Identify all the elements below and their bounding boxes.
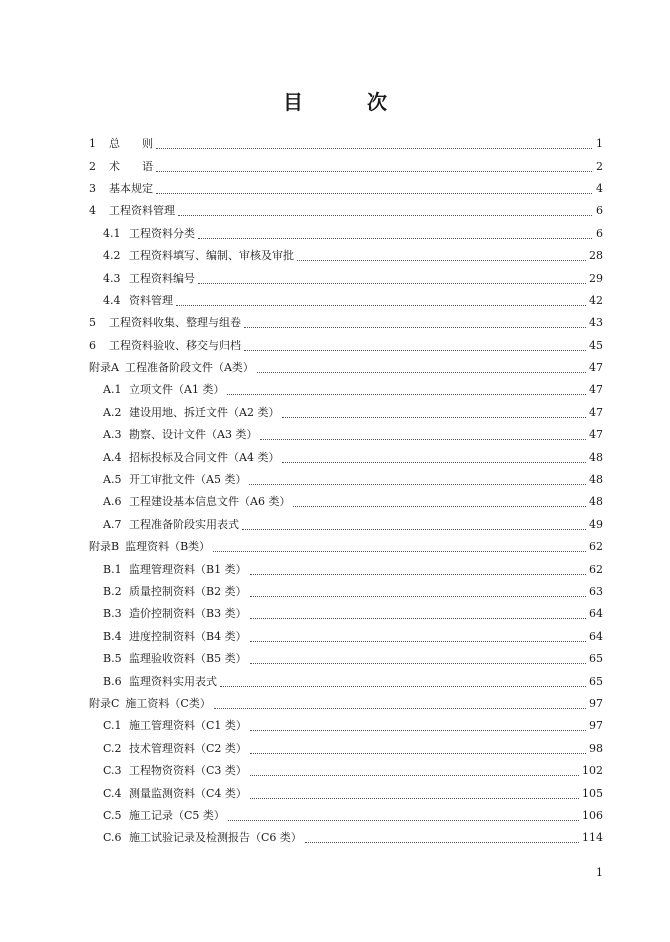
- toc-entry-page: 62: [589, 562, 603, 576]
- toc-entry[interactable]: [89, 514, 603, 536]
- dot-leader: [282, 416, 586, 418]
- toc-entry-number: C.1: [103, 719, 122, 733]
- toc-entry-number: C.6: [103, 831, 122, 845]
- toc-entry-label: 工程资料填写、编制、审核及审批: [129, 249, 294, 263]
- toc-entry-page: 47: [589, 361, 603, 375]
- dot-leader: [249, 483, 586, 485]
- toc-entry[interactable]: [89, 626, 603, 648]
- toc-entry[interactable]: [89, 133, 603, 155]
- dot-leader: [156, 147, 592, 149]
- toc-entry-label: 术 语: [109, 159, 153, 173]
- toc-entry-page: 29: [589, 271, 603, 285]
- toc-entry[interactable]: [89, 760, 603, 782]
- toc-entry-number: C.4: [103, 786, 122, 800]
- toc-entry-label: 监理管理资料（B1 类）: [129, 562, 247, 576]
- toc-entry-label: 立项文件（A1 类）: [129, 383, 225, 397]
- dot-leader: [250, 595, 586, 597]
- toc-entry[interactable]: [89, 200, 603, 222]
- dot-leader: [250, 797, 579, 799]
- toc-entry[interactable]: [89, 670, 603, 692]
- toc-entry-page: 65: [589, 674, 603, 688]
- toc-entry[interactable]: [89, 603, 603, 625]
- dot-leader: [250, 573, 586, 575]
- toc-entry-page: 64: [589, 629, 603, 643]
- toc-entry-number: 2: [89, 159, 96, 173]
- toc-entry-page: 4: [596, 181, 603, 195]
- dot-leader: [257, 371, 586, 373]
- toc-entry-page: 105: [582, 786, 603, 800]
- toc-entry-label: 工程资料分类: [129, 226, 195, 240]
- dot-leader: [250, 662, 586, 664]
- toc-entry-page: 6: [596, 226, 603, 240]
- toc-entry-label: 开工审批文件（A5 类）: [129, 473, 247, 487]
- dot-leader: [227, 393, 586, 395]
- toc-entry[interactable]: [89, 782, 603, 804]
- toc-entry-page: 65: [589, 652, 603, 666]
- toc-entry-page: 106: [582, 808, 603, 822]
- toc-entry-label: 工程资料验收、移交与归档: [109, 338, 241, 352]
- toc-entry-label: 施工试验记录及检测报告（C6 类）: [129, 831, 302, 845]
- dot-leader: [297, 259, 586, 261]
- toc-entry-number: 4.3: [103, 271, 121, 285]
- dot-leader: [220, 685, 586, 687]
- toc-entry-number: 4.1: [103, 226, 121, 240]
- dot-leader: [250, 729, 586, 731]
- toc-entry-label: 质量控制资料（B2 类）: [129, 585, 247, 598]
- toc-entry[interactable]: [89, 245, 603, 267]
- toc-entry-number: 附录A: [89, 361, 119, 375]
- toc-entry[interactable]: [89, 424, 603, 446]
- toc-entry[interactable]: [89, 357, 603, 379]
- toc-entry-label: 建设用地、拆迁文件（A2 类）: [129, 405, 280, 419]
- toc-entry-label: 监理资料（B类）: [125, 540, 211, 554]
- toc-entry-label: 造价控制资料（B3 类）: [129, 607, 247, 621]
- toc-entry-page: 47: [589, 383, 603, 397]
- toc-entry-page: 62: [589, 540, 603, 554]
- table-of-contents: [89, 133, 603, 850]
- toc-entry-label: 进度控制资料（B4 类）: [129, 629, 247, 643]
- dot-leader: [198, 282, 586, 284]
- toc-entry[interactable]: [89, 335, 603, 357]
- toc-entry-label: 工程资料收集、整理与组卷: [109, 316, 241, 330]
- toc-entry-number: A.7: [103, 517, 122, 531]
- toc-entry-label: 技术管理资料（C2 类）: [129, 741, 247, 755]
- toc-entry-page: 98: [589, 741, 603, 755]
- toc-entry-number: 5: [89, 316, 96, 330]
- toc-entry[interactable]: [89, 290, 603, 312]
- toc-entry[interactable]: [89, 267, 603, 289]
- dot-leader: [176, 304, 586, 306]
- toc-entry-number: B.2: [103, 585, 122, 598]
- dot-leader: [156, 170, 592, 172]
- toc-entry-number: C.3: [103, 764, 122, 778]
- toc-entry-label: 资料管理: [129, 293, 173, 307]
- toc-entry-label: 基本规定: [109, 181, 153, 195]
- toc-entry[interactable]: [89, 402, 603, 424]
- dot-leader: [244, 349, 586, 351]
- toc-entry-label: 勘察、设计文件（A3 类）: [129, 428, 258, 442]
- toc-entry-page: 2: [596, 159, 603, 173]
- toc-entry[interactable]: [89, 693, 603, 715]
- dot-leader: [178, 214, 592, 216]
- dot-leader: [293, 505, 586, 507]
- toc-title: 目 次: [283, 90, 409, 114]
- toc-entry[interactable]: [89, 827, 603, 849]
- toc-entry[interactable]: [89, 379, 603, 401]
- toc-entry-page: 64: [589, 607, 603, 621]
- toc-entry-number: B.4: [103, 629, 122, 643]
- toc-entry-number: A.1: [103, 383, 122, 397]
- toc-entry[interactable]: [89, 558, 603, 580]
- toc-entry-page: 1: [596, 137, 603, 151]
- toc-entry[interactable]: [89, 469, 603, 491]
- dot-leader: [250, 640, 586, 642]
- toc-entry[interactable]: [89, 581, 603, 603]
- toc-entry-number: 3: [89, 181, 96, 195]
- toc-entry-number: A.2: [103, 405, 122, 419]
- toc-entry[interactable]: [89, 648, 603, 670]
- toc-entry-page: 47: [589, 428, 603, 442]
- toc-entry-number: A.6: [103, 495, 122, 509]
- toc-entry-page: 48: [589, 495, 603, 509]
- toc-entry-page: 48: [589, 450, 603, 464]
- page-number: 1: [596, 866, 603, 879]
- toc-entry-number: C.2: [103, 741, 122, 755]
- toc-entry-label: 工程资料管理: [109, 204, 175, 218]
- toc-entry-page: 6: [596, 204, 603, 218]
- dot-leader: [250, 617, 586, 619]
- toc-entry[interactable]: [89, 536, 603, 558]
- toc-entry-label: 施工记录（C5 类）: [129, 808, 225, 822]
- toc-entry-label: 测量监测资料（C4 类）: [129, 786, 247, 800]
- toc-entry[interactable]: [89, 312, 603, 334]
- toc-entry-page: 28: [589, 249, 603, 263]
- dot-leader: [250, 774, 579, 776]
- toc-entry-number: B.1: [103, 562, 122, 576]
- dot-leader: [198, 237, 592, 239]
- toc-entry-page: 49: [589, 517, 603, 531]
- toc-entry-label: 总 则: [109, 137, 153, 151]
- toc-entry-page: 63: [589, 585, 603, 598]
- toc-entry-label: 工程物资资料（C3 类）: [129, 764, 247, 778]
- toc-entry-number: A.4: [103, 450, 122, 464]
- dot-leader: [214, 707, 586, 709]
- dot-leader: [228, 819, 579, 821]
- toc-entry-number: B.5: [103, 652, 122, 666]
- toc-entry-number: A.5: [103, 473, 122, 487]
- toc-entry[interactable]: [89, 178, 603, 200]
- dot-leader: [305, 841, 579, 843]
- toc-entry-page: 43: [589, 316, 603, 330]
- dot-leader: [242, 528, 586, 530]
- toc-entry-label: 工程建设基本信息文件（A6 类）: [129, 495, 291, 509]
- toc-entry-number: 4.4: [103, 293, 121, 307]
- dot-leader: [244, 326, 586, 328]
- toc-entry-number: 6: [89, 338, 96, 352]
- toc-entry-page: 45: [589, 338, 603, 352]
- dot-leader: [213, 550, 586, 552]
- toc-entry-number: 4: [89, 204, 96, 218]
- toc-entry[interactable]: [89, 155, 603, 177]
- toc-entry-number: C.5: [103, 808, 122, 822]
- toc-entry[interactable]: [89, 446, 603, 468]
- toc-entry-label: 监理验收资料（B5 类）: [129, 652, 247, 666]
- toc-entry-page: 114: [582, 831, 603, 845]
- toc-entry-label: 工程准备阶段实用表式: [129, 517, 239, 531]
- toc-entry-label: 工程准备阶段文件（A类）: [124, 361, 254, 375]
- toc-entry-number: 附录B: [89, 540, 120, 554]
- toc-entry-page: 47: [589, 405, 603, 419]
- dot-leader: [156, 192, 592, 194]
- toc-entry[interactable]: [89, 805, 603, 827]
- toc-entry-number: 1: [89, 137, 96, 151]
- toc-entry[interactable]: [89, 738, 603, 760]
- toc-entry-number: A.3: [103, 428, 122, 442]
- toc-entry-page: 48: [589, 473, 603, 487]
- toc-entry-label: 工程资料编号: [129, 271, 195, 285]
- toc-entry-label: 施工资料（C类）: [125, 696, 211, 710]
- toc-entry-label: 施工管理资料（C1 类）: [129, 719, 247, 733]
- toc-entry-page: 97: [589, 696, 603, 710]
- toc-entry-number: B.3: [103, 607, 122, 621]
- dot-leader: [250, 752, 586, 754]
- toc-entry-page: 102: [582, 764, 603, 778]
- toc-entry-number: 附录C: [89, 696, 120, 710]
- dot-leader: [260, 438, 586, 440]
- toc-entry-label: 招标投标及合同文件（A4 类）: [129, 450, 280, 464]
- dot-leader: [282, 461, 586, 463]
- toc-entry-page: 42: [589, 293, 603, 307]
- toc-entry[interactable]: [89, 223, 603, 245]
- toc-entry[interactable]: [89, 715, 603, 737]
- toc-entry-label: 监理资料实用表式: [129, 674, 217, 688]
- toc-entry-number: 4.2: [103, 249, 121, 263]
- toc-entry-number: B.6: [103, 674, 122, 688]
- toc-entry-page: 97: [589, 719, 603, 733]
- toc-entry[interactable]: [89, 491, 603, 513]
